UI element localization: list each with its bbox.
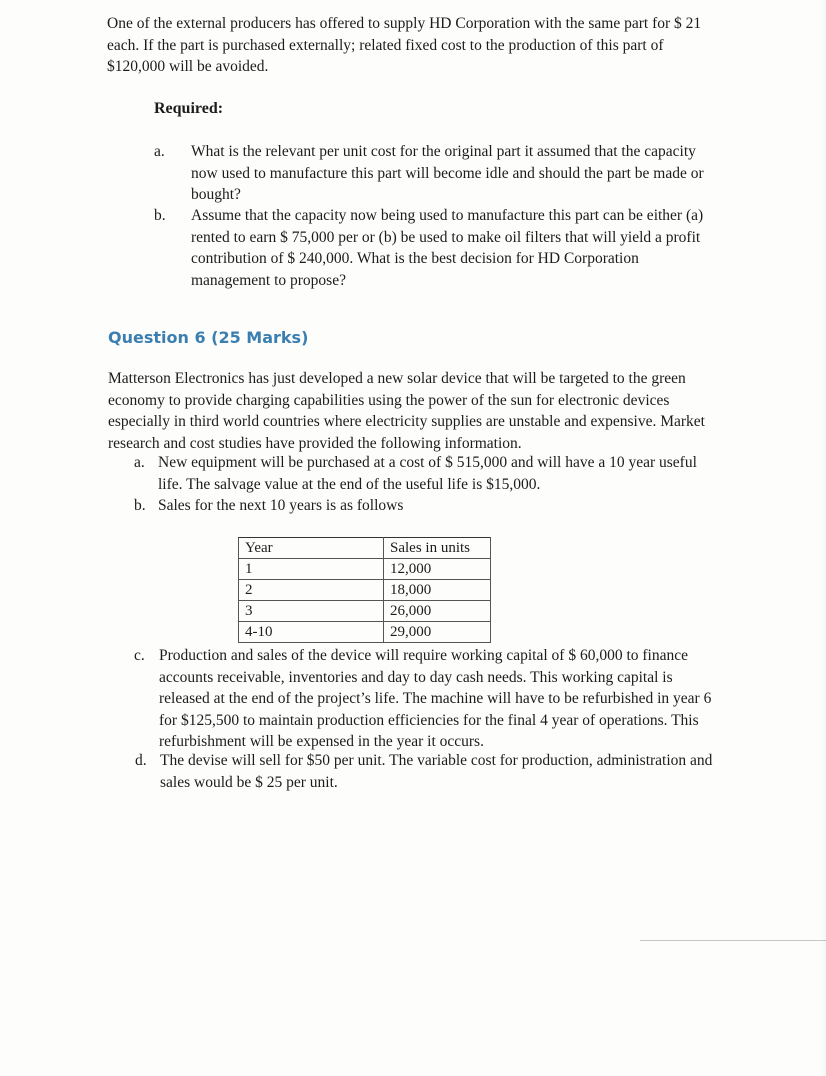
text-line: for $125,500 to maintain production efficiencies for the final 4 year of operations. This [159, 711, 699, 729]
table-cell: 2 [239, 580, 384, 601]
intro-paragraph [107, 13, 701, 78]
text-line: New equipment will be purchased at a cost of $ 515,000 and will have a 10 year useful [158, 454, 697, 471]
list-item-text [160, 750, 712, 793]
question-6-intro [108, 368, 705, 454]
text-line: What is the relevant per unit cost for the original part it assumed that the capacity [191, 143, 696, 160]
sales-table [238, 537, 491, 643]
table-row [239, 622, 491, 643]
text-line: Sales for the next 10 years is as follows [158, 497, 404, 514]
text-line: refurbishment will be expensed in the year it occurs. [159, 733, 484, 750]
text-line: Production and sales of the device will require working capital of $ 60,000 to finance [159, 647, 688, 664]
text-line: bought? [191, 186, 241, 203]
text-line: each. If the part is purchased externally; related fixed cost to the production of this part of [107, 36, 664, 54]
list-marker: a. [154, 143, 165, 160]
text-line: contribution of $ 240,000. What is the best decision for HD Corporation [191, 250, 639, 267]
question-6-heading: Question 6 (25 Marks) [108, 328, 309, 347]
text-line: research and cost studies have provided the following information. [108, 434, 522, 452]
list-item-text [191, 205, 703, 291]
table-header-cell: Year [239, 538, 384, 559]
list-marker: a. [134, 454, 145, 471]
table-cell: 12,000 [384, 559, 491, 580]
text-line: The devise will sell for $50 per unit. The variable cost for production, administration and [160, 752, 713, 769]
text-line: management to propose? [191, 271, 346, 289]
list-item-text [158, 452, 697, 495]
table-row [239, 559, 491, 580]
text-line: sales would be $ 25 per unit. [160, 773, 338, 791]
table-cell: 1 [239, 559, 384, 580]
table-row [239, 580, 491, 601]
list-marker: b. [134, 497, 146, 514]
text-line: accounts receivable, inventories and day to day cash needs. This working capital is [159, 668, 673, 686]
table-row [239, 601, 491, 622]
table-header-row [239, 538, 491, 559]
list-marker: d. [135, 752, 147, 769]
list-item-text [191, 141, 704, 206]
table-header-cell: Sales in units [384, 538, 491, 559]
list-marker: b. [154, 207, 166, 224]
text-line: Matterson Electronics has just developed a new solar device that will be targeted to the green [108, 370, 686, 387]
page-edge-shadow [820, 0, 826, 1076]
text-line: especially in third world countries where electricity supplies are unstable and expensive. Market [108, 413, 705, 430]
table-cell: 18,000 [384, 580, 491, 601]
table-cell: 4-10 [239, 622, 384, 643]
text-line: $120,000 will be avoided. [107, 58, 269, 75]
required-heading: Required: [154, 100, 224, 117]
list-item-text [159, 645, 711, 753]
text-line: One of the external producers has offered to supply HD Corporation with the same part for $ 21 [107, 15, 702, 32]
text-line: life. The salvage value at the end of the useful life is $15,000. [158, 475, 541, 493]
list-marker: c. [134, 647, 145, 664]
text-line: rented to earn $ 75,000 per or (b) be used to make oil filters that will yield a profit [191, 228, 701, 246]
scan-artifact-line [640, 940, 826, 941]
table-cell: 26,000 [384, 601, 491, 622]
text-line: released at the end of the project’s life. The machine will have to be refurbished in year 6 [159, 690, 712, 707]
text-line: economy to provide charging capabilities using the power of the sun for electronic devices [108, 391, 670, 409]
text-line: now used to manufacture this part will become idle and should the part be made or [191, 164, 704, 182]
list-item-text [158, 495, 403, 517]
table-cell: 29,000 [384, 622, 491, 643]
table-cell: 3 [239, 601, 384, 622]
text-line: Assume that the capacity now being used to manufacture this part can be either (a) [191, 207, 704, 224]
